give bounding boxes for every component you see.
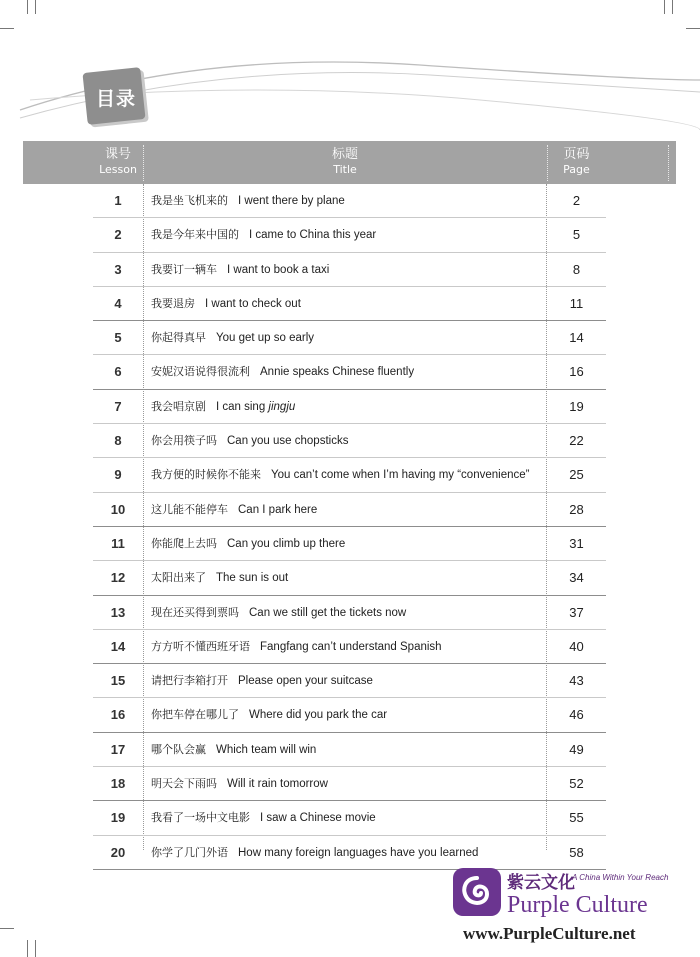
table-row[interactable] [93, 630, 606, 664]
lesson-title [151, 458, 529, 491]
lesson-number: 9 [114, 467, 122, 483]
lesson-title-en: How many foreign languages have you learned [238, 846, 479, 859]
header-lesson-en: Lesson [99, 163, 137, 176]
lesson-number: 3 [114, 261, 122, 277]
lesson-title [151, 390, 295, 423]
lesson-title-en: Can you use chopsticks [227, 435, 349, 448]
lesson-page: 37 [569, 604, 584, 620]
lesson-title-cn: 你学了几门外语 [151, 845, 228, 859]
lesson-title-en [216, 401, 295, 413]
lesson-title [151, 321, 314, 354]
lesson-number: 8 [114, 433, 122, 449]
lesson-title-en: I want to book a taxi [227, 263, 330, 276]
lesson-title-en: I saw a Chinese movie [260, 812, 376, 825]
lesson-page: 28 [569, 501, 584, 517]
table-row[interactable] [93, 287, 606, 321]
table-row[interactable] [93, 424, 606, 458]
table-row[interactable] [93, 664, 606, 698]
lesson-title [151, 253, 329, 286]
lesson-title-cn: 太阳出来了 [151, 571, 206, 585]
header-page-en: Page [563, 163, 590, 176]
crop-mark [686, 28, 700, 29]
table-row[interactable] [93, 733, 606, 767]
lesson-title [151, 630, 442, 663]
watermark-logo [447, 862, 697, 952]
lesson-page: 31 [569, 535, 584, 551]
lesson-number: 12 [110, 570, 126, 586]
lesson-number: 11 [111, 535, 125, 551]
lesson-number: 5 [114, 330, 122, 346]
lesson-number: 16 [110, 707, 126, 723]
lesson-title [151, 355, 414, 388]
crop-mark [0, 928, 14, 929]
lesson-title-cn: 你会用筷子吗 [151, 434, 217, 448]
lesson-number: 20 [110, 844, 126, 860]
toc-title: 目录 [95, 88, 136, 110]
watermark-cn: 紫云文化 [507, 873, 575, 893]
header-divider [668, 145, 669, 181]
lesson-title-en: Fangfang can’t understand Spanish [260, 640, 442, 653]
crop-mark [35, 0, 36, 14]
lesson-number: 2 [114, 227, 122, 243]
lesson-page: 49 [569, 741, 584, 757]
lesson-page: 14 [569, 330, 584, 346]
lesson-title-cn: 你把车停在哪儿了 [151, 708, 239, 722]
swirl-logo-icon [451, 866, 503, 918]
lesson-title-en-text: I can sing [216, 400, 269, 413]
lesson-page: 40 [569, 638, 584, 654]
lesson-page: 22 [569, 433, 584, 449]
header-lesson-zh: 课号 [104, 147, 131, 162]
lesson-title-en: Can we still get the tickets now [249, 606, 407, 619]
table-row[interactable] [93, 458, 606, 492]
lesson-title-cn: 请把行李箱打开 [151, 674, 228, 688]
table-row[interactable] [93, 767, 606, 801]
lesson-title [151, 493, 317, 526]
lesson-number: 15 [110, 673, 126, 689]
lesson-title-en-italic: jingju [268, 400, 296, 413]
lesson-page: 43 [569, 673, 584, 689]
lesson-number: 4 [114, 295, 122, 311]
crop-mark [672, 0, 673, 14]
lesson-title-en: Annie speaks Chinese fluently [260, 366, 415, 379]
lesson-page: 25 [569, 467, 584, 483]
lesson-title-cn: 我要退房 [151, 296, 195, 310]
lesson-title [151, 561, 288, 594]
table-row[interactable] [93, 596, 606, 630]
lesson-title-cn: 你能爬上去吗 [151, 536, 217, 550]
lesson-title [151, 801, 376, 834]
lesson-title-cn: 这儿能不能停车 [151, 502, 228, 516]
lesson-number: 14 [110, 638, 126, 654]
lesson-title [151, 424, 348, 457]
header-page [547, 141, 606, 184]
lesson-title [151, 836, 478, 869]
lesson-list [93, 184, 606, 870]
table-row[interactable] [93, 527, 606, 561]
lesson-title-en: Can you climb up there [227, 537, 346, 550]
lesson-page: 55 [569, 810, 584, 826]
lesson-number: 18 [110, 776, 126, 792]
crop-mark [27, 940, 28, 957]
lesson-title [151, 733, 316, 766]
lesson-title-en: Can I park here [238, 503, 318, 516]
lesson-page: 52 [569, 776, 584, 792]
lesson-page: 46 [569, 707, 584, 723]
header-lesson [93, 141, 143, 184]
lesson-title-cn: 我方便的时候你不能来 [151, 468, 261, 482]
lesson-title-cn: 方方听不懂西班牙语 [151, 639, 250, 653]
watermark-tagline: A China Within Your Reach [572, 873, 669, 882]
lesson-page: 16 [569, 364, 584, 380]
crop-mark [27, 0, 28, 14]
lesson-title [151, 698, 387, 731]
lesson-page: 8 [572, 261, 581, 277]
header-title [143, 141, 547, 184]
lesson-title-en: The sun is out [216, 572, 289, 585]
lesson-title [151, 287, 301, 320]
lesson-page: 2 [572, 193, 581, 208]
table-row[interactable] [93, 698, 606, 732]
lesson-title-en: I came to China this year [249, 229, 377, 242]
lesson-title-cn: 我是今年来中国的 [151, 228, 239, 242]
lesson-title-cn: 我是坐飞机来的 [151, 194, 228, 207]
lesson-title [151, 664, 373, 697]
table-row[interactable] [93, 801, 606, 835]
lesson-title-cn: 我要订一辆车 [151, 262, 217, 276]
lesson-title-cn: 现在还买得到票吗 [151, 605, 239, 619]
lesson-title-en: Where did you park the car [249, 709, 388, 722]
lesson-number: 1 [114, 193, 122, 208]
table-row[interactable] [93, 390, 606, 424]
lesson-title [151, 527, 345, 560]
lesson-title-cn: 明天会下雨吗 [151, 777, 217, 791]
header-page-zh: 页码 [563, 147, 590, 162]
lesson-page: 34 [569, 570, 584, 586]
lesson-title-en: Which team will win [216, 743, 317, 756]
lesson-title-cn: 哪个队会赢 [151, 742, 206, 756]
lesson-number: 10 [110, 501, 126, 517]
table-row[interactable] [93, 184, 606, 218]
lesson-title [151, 767, 328, 800]
crop-mark [664, 0, 665, 14]
lesson-number: 13 [110, 604, 126, 620]
table-header [23, 141, 676, 184]
lesson-title [151, 184, 345, 217]
lesson-title-cn: 你起得真早 [151, 331, 206, 345]
lesson-title-en: Please open your suitcase [238, 675, 373, 688]
header-title-en: Title [333, 163, 357, 176]
lesson-title-en: I want to check out [205, 297, 301, 310]
lesson-title-en: I went there by plane [238, 195, 345, 207]
lesson-number: 6 [114, 364, 122, 380]
lesson-page: 58 [569, 844, 584, 860]
table-row[interactable] [93, 321, 606, 355]
lesson-title [151, 218, 376, 251]
lesson-title [151, 596, 406, 629]
table-row[interactable] [93, 561, 606, 595]
lesson-title-cn: 安妮汉语说得很流利 [151, 365, 250, 379]
watermark-name: Purple Culture [507, 892, 648, 918]
watermark-url: www.PurpleCulture.net [463, 924, 636, 943]
lesson-number: 19 [110, 810, 126, 826]
header-title-zh: 标题 [331, 147, 358, 162]
lesson-page: 19 [569, 398, 584, 414]
lesson-number: 7 [114, 398, 122, 414]
lesson-number: 17 [110, 741, 126, 757]
lesson-title-cn: 我看了一场中文电影 [151, 811, 250, 825]
crop-mark [35, 940, 36, 957]
lesson-page: 5 [572, 227, 581, 243]
table-row[interactable] [93, 218, 606, 252]
lesson-title-en: Will it rain tomorrow [227, 778, 328, 791]
table-row[interactable] [93, 253, 606, 287]
lesson-page: 11 [569, 295, 584, 311]
lesson-title-en: You can’t come when I’m having my “convenience” [271, 469, 530, 482]
table-row[interactable] [93, 493, 606, 527]
table-row[interactable] [93, 355, 606, 389]
lesson-title-en: You get up so early [216, 332, 315, 345]
lesson-title-cn: 我会唱京剧 [151, 399, 206, 413]
crop-mark [0, 28, 14, 29]
